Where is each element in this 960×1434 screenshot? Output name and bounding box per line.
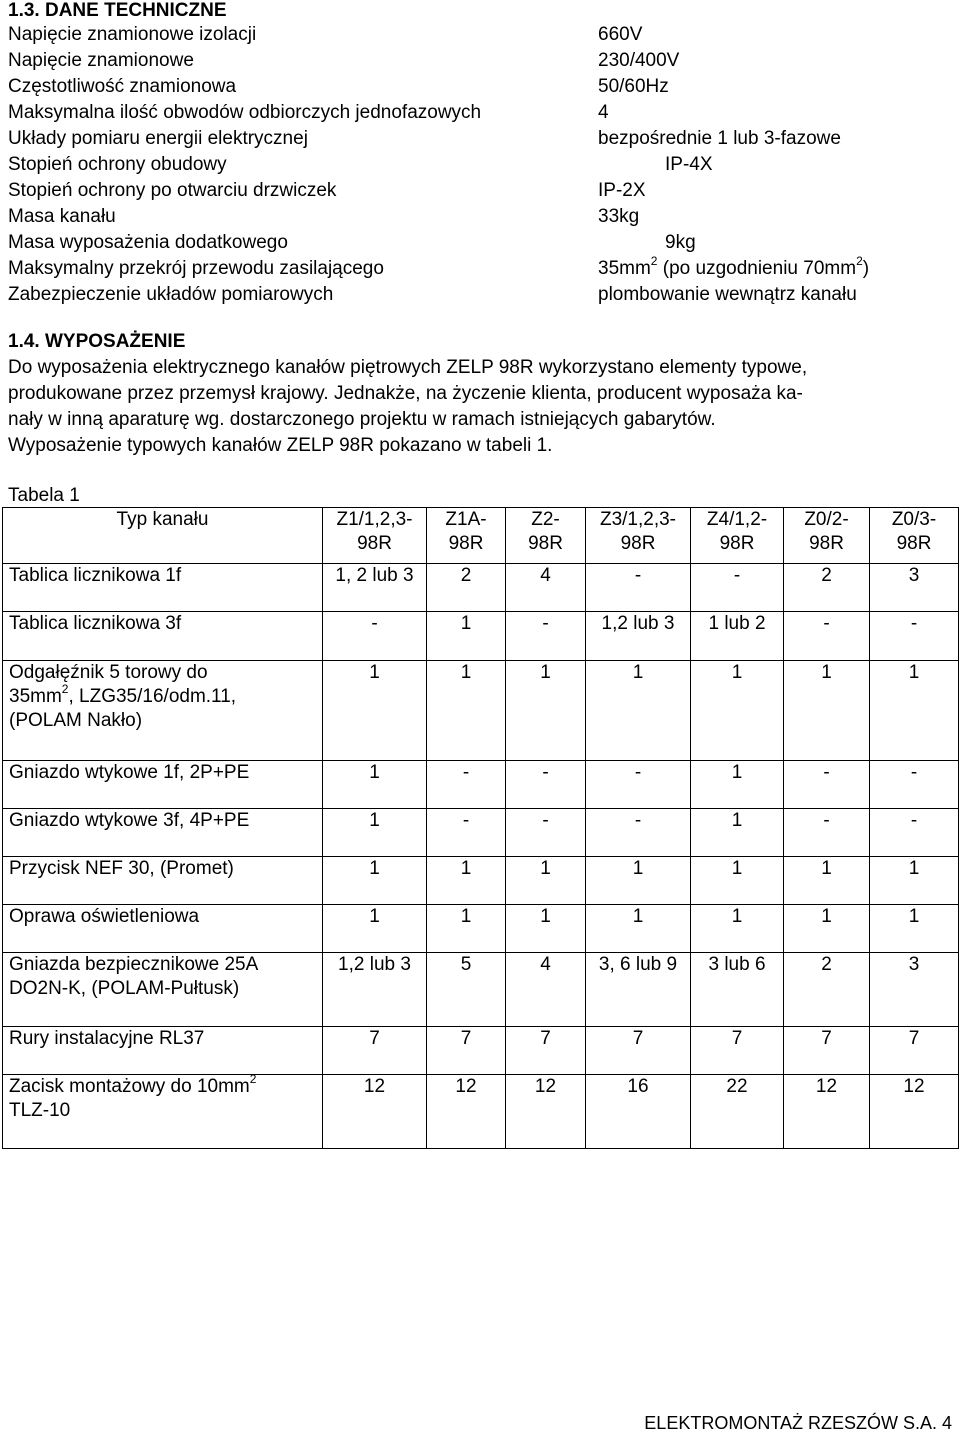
row-label	[3, 1071, 323, 1149]
header-line: 98R	[620, 533, 656, 554]
table-cell: 7	[691, 1027, 784, 1075]
table-cell: 1, 2 lub 3	[323, 564, 427, 612]
label-line: Zacisk montażowy do 10mm	[9, 1076, 250, 1097]
table-row	[3, 857, 959, 905]
spec-label: Zabezpieczenie układów pomiarowych	[8, 284, 334, 305]
table-cell: 1	[506, 905, 586, 953]
table-cell: 1	[586, 905, 691, 953]
table-cell: 1	[691, 905, 784, 953]
header-line: Z4/1,2-	[706, 509, 768, 530]
table-cell: 1	[427, 905, 506, 953]
table-cell: -	[586, 564, 691, 612]
table-cell: 1	[691, 661, 784, 761]
table-cell: 1	[691, 857, 784, 905]
table-cell: 1	[784, 661, 870, 761]
table-header-cell	[586, 508, 691, 564]
table-cell: 1	[691, 761, 784, 809]
table-cell: 1	[506, 857, 586, 905]
section-heading-equipment: 1.4. WYPOSAŻENIE	[8, 331, 186, 352]
table-cell: 12	[506, 1075, 586, 1149]
table-row	[3, 661, 959, 761]
superscript: 2	[61, 681, 69, 696]
row-label: Tablica licznikowa 1f	[3, 564, 323, 612]
table-cell: 1	[323, 661, 427, 761]
table-cell: 7	[427, 1027, 506, 1075]
spec-value-part: 35mm	[598, 258, 651, 279]
table-cell: 1,2 lub 3	[586, 612, 691, 661]
header-label: Typ kanału	[116, 509, 209, 530]
table-row	[3, 761, 959, 809]
spec-label: Masa wyposażenia dodatkowego	[8, 232, 288, 253]
table-cell: 1	[427, 857, 506, 905]
table-cell: 1	[691, 809, 784, 857]
table-cell: 2	[784, 564, 870, 612]
table-cell: -	[784, 809, 870, 857]
table-cell: 1	[323, 761, 427, 809]
spec-label: Maksymalny przekrój przewodu zasilającego	[8, 258, 384, 279]
equipment-table	[2, 507, 959, 1149]
table-cell: 1	[427, 661, 506, 761]
spec-label: Stopień ochrony po otwarciu drzwiczek	[8, 180, 337, 201]
table-header-cell	[323, 508, 427, 564]
table-cell: 12	[323, 1075, 427, 1149]
table-cell: -	[784, 761, 870, 809]
table-cell: 3 lub 6	[691, 953, 784, 1027]
header-line: 98R	[448, 533, 484, 554]
row-label: Gniazdo wtykowe 1f, 2P+PE	[3, 761, 323, 809]
paragraph-line: Wyposażenie typowych kanałów ZELP 98R pokazano w tabeli 1.	[8, 435, 553, 456]
header-line: 98R	[528, 533, 563, 554]
table-cell: 4	[506, 953, 586, 1027]
table-caption: Tabela 1	[8, 485, 80, 506]
table-cell: -	[870, 809, 959, 857]
table-cell: 1	[870, 857, 959, 905]
table-cell: 3	[870, 953, 959, 1027]
table-row	[3, 1027, 959, 1075]
header-line: 98R	[719, 533, 755, 554]
table-cell: 12	[870, 1075, 959, 1149]
table-cell: 22	[691, 1075, 784, 1149]
table-cell: -	[784, 612, 870, 661]
spec-label: Stopień ochrony obudowy	[8, 154, 227, 175]
table-cell: 1	[323, 905, 427, 953]
spec-value: bezpośrednie 1 lub 3-fazowe	[598, 128, 841, 149]
spec-value: 660V	[598, 24, 643, 45]
header-line: 98R	[809, 533, 844, 554]
table-row	[3, 564, 959, 612]
header-line: 98R	[357, 533, 392, 554]
table-row	[3, 809, 959, 857]
table-cell: 7	[870, 1027, 959, 1075]
table-header-cell	[427, 508, 506, 564]
superscript: 2	[249, 1071, 257, 1086]
table-cell: 3	[870, 564, 959, 612]
table-header-cell	[870, 508, 959, 564]
row-label: Tablica licznikowa 3f	[3, 612, 323, 661]
table-cell: 1	[427, 612, 506, 661]
spec-value	[598, 253, 870, 280]
spec-label: Maksymalna ilość obwodów odbiorczych jednofazowych	[8, 102, 482, 123]
table-header-cell	[506, 508, 586, 564]
table-cell: 7	[506, 1027, 586, 1075]
table-cell: 1	[586, 661, 691, 761]
table-cell: 7	[586, 1027, 691, 1075]
table-row	[3, 953, 959, 1027]
superscript: 2	[650, 253, 658, 268]
label-line: DO2N-K, (POLAM-Pułtusk)	[9, 978, 240, 999]
section-heading-tech: 1.3. DANE TECHNICZNE	[8, 0, 227, 21]
label-line: Gniazda bezpiecznikowe 25A	[9, 954, 259, 975]
paragraph-line: nały w inną aparaturę wg. dostarczonego projektu w ramach istniejących gabarytów.	[8, 409, 716, 430]
table-cell: -	[691, 564, 784, 612]
spec-label: Układy pomiaru energii elektrycznej	[8, 128, 308, 149]
table-cell: -	[506, 809, 586, 857]
header-line: Z1/1,2,3-	[336, 509, 413, 530]
table-cell: -	[323, 612, 427, 661]
spec-value: 4	[598, 102, 609, 123]
spec-value: 230/400V	[598, 50, 680, 71]
table-cell: 12	[784, 1075, 870, 1149]
label-line: TLZ-10	[9, 1100, 71, 1121]
label-line: , LZG35/16/odm.11,	[68, 686, 237, 707]
table-cell: 1	[586, 857, 691, 905]
table-cell: -	[870, 761, 959, 809]
table-cell: -	[427, 761, 506, 809]
table-cell: -	[870, 612, 959, 661]
spec-value: IP-4X	[665, 154, 713, 175]
header-line: 98R	[896, 533, 932, 554]
page-footer: ELEKTROMONTAŻ RZESZÓW S.A. 4	[644, 1413, 952, 1433]
row-label	[3, 953, 323, 1027]
table-cell: 12	[427, 1075, 506, 1149]
row-label: Rury instalacyjne RL37	[3, 1027, 323, 1075]
spec-value-part: )	[862, 258, 870, 279]
table-cell: 4	[506, 564, 586, 612]
spec-value: 33kg	[598, 206, 640, 227]
table-row	[3, 905, 959, 953]
table-cell: 16	[586, 1075, 691, 1149]
table-header-cell	[784, 508, 870, 564]
header-line: Z0/2-	[804, 509, 849, 530]
row-label: Przycisk NEF 30, (Promet)	[3, 857, 323, 905]
table-cell: 2	[427, 564, 506, 612]
table-cell: -	[586, 809, 691, 857]
spec-value: plombowanie wewnątrz kanału	[598, 284, 857, 305]
spec-label: Napięcie znamionowe izolacji	[8, 24, 257, 45]
spec-label: Napięcie znamionowe	[8, 50, 194, 71]
paragraph-line: produkowane przez przemysł krajowy. Jednakże, na życzenie klienta, producent wyposaża ka-	[8, 383, 803, 404]
label-line: Odgałęźnik 5 torowy do	[9, 662, 208, 683]
table-cell: 7	[323, 1027, 427, 1075]
header-line: Z2-	[531, 509, 560, 530]
table-cell: -	[427, 809, 506, 857]
table-row	[3, 612, 959, 661]
spec-label: Częstotliwość znamionowa	[8, 76, 237, 97]
label-line: 35mm	[9, 686, 62, 707]
table-cell: 1	[870, 661, 959, 761]
spec-label: Masa kanału	[8, 206, 116, 227]
header-line: Z1A-	[445, 509, 487, 530]
superscript: 2	[856, 253, 863, 268]
spec-value: 50/60Hz	[598, 76, 669, 97]
row-label: Gniazdo wtykowe 3f, 4P+PE	[3, 809, 323, 857]
label-line: (POLAM Nakło)	[9, 710, 143, 731]
table-cell: 1	[784, 905, 870, 953]
table-header-cell	[691, 508, 784, 564]
row-label	[3, 661, 323, 761]
table-header-cell	[3, 508, 323, 564]
table-cell: 1	[323, 857, 427, 905]
spec-value-part: (po uzgodnieniu 70mm	[657, 258, 857, 279]
spec-value: IP-2X	[598, 180, 646, 201]
table-cell: -	[586, 761, 691, 809]
row-label: Oprawa oświetleniowa	[3, 905, 323, 953]
table-cell: 1,2 lub 3	[323, 953, 427, 1027]
table-cell: -	[506, 612, 586, 661]
spec-value: 9kg	[665, 232, 696, 253]
table-row	[3, 1075, 959, 1149]
paragraph-line: Do wyposażenia elektrycznego kanałów piętrowych ZELP 98R wykorzystano elementy typowe,	[8, 357, 808, 378]
table-cell: 1	[870, 905, 959, 953]
header-line: Z0/3-	[891, 509, 937, 530]
table-cell: 5	[427, 953, 506, 1027]
table-cell: 7	[784, 1027, 870, 1075]
table-cell: 1	[323, 809, 427, 857]
table-cell: 1	[506, 661, 586, 761]
table-cell: 1 lub 2	[691, 612, 784, 661]
table-cell: 2	[784, 953, 870, 1027]
table-header-row	[3, 508, 959, 564]
table-cell: 3, 6 lub 9	[586, 953, 691, 1027]
table-cell: 1	[784, 857, 870, 905]
header-line: Z3/1,2,3-	[599, 509, 677, 530]
table-cell: -	[506, 761, 586, 809]
